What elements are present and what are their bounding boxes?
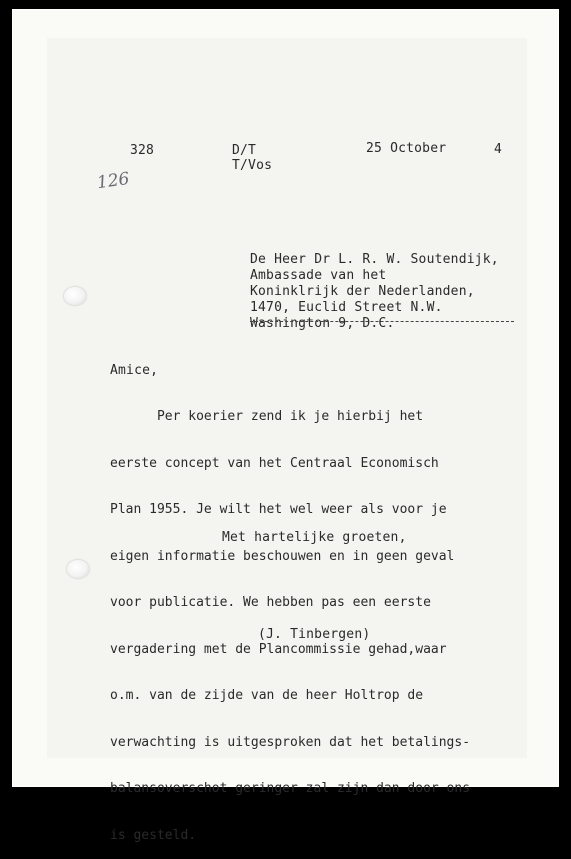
body-line: is gesteld. xyxy=(110,827,197,843)
address-line-2: Ambassade van het xyxy=(250,268,387,283)
initials-line-1: D/T xyxy=(232,143,257,158)
initials-line-2: T/Vos xyxy=(232,158,273,173)
handwritten-note: 126 xyxy=(95,168,131,194)
address-line-4: 1470, Euclid Street N.W. xyxy=(250,300,443,315)
body-line: eigen informatie beschouwen en in geen geval xyxy=(110,548,455,564)
letter-date: 25 October xyxy=(366,141,447,156)
address-line-3: Koninklrijk der Nederlanden, xyxy=(250,284,475,299)
address-line-5: Washington 9, D.C. xyxy=(250,316,395,331)
body-line: Plan 1955. Je wilt het wel weer als voor je xyxy=(110,502,447,517)
body-line: voor publicatie. We hebben pas een eerste xyxy=(110,595,431,610)
punch-hole-bottom xyxy=(67,560,89,578)
body-line: o.m. van de zijde van de heer Holtrop de xyxy=(110,688,424,703)
signature: (J. Tinbergen) xyxy=(258,627,371,642)
body-line: eerste concept van het Centraal Economisch xyxy=(110,455,439,471)
body-line: verwachting is uitgesproken dat het betalings- xyxy=(110,734,471,750)
reference-number: 328 xyxy=(130,143,155,158)
letter-body xyxy=(110,378,470,859)
body-line: Per koerier zend ik je hierbij het xyxy=(110,409,424,424)
closing: Met hartelijke groeten, xyxy=(222,530,407,545)
salutation: Amice, xyxy=(110,363,159,378)
body-line: vergadering met de Plancommissie gehad,waar xyxy=(110,641,447,657)
body-line: balansoverschot geringer zal zijn dan door ons xyxy=(110,781,471,796)
address-underline xyxy=(250,320,514,322)
address-line-1: De Heer Dr L. R. W. Soutendijk, xyxy=(250,252,499,267)
page-number: 4 xyxy=(494,142,503,157)
punch-hole-top xyxy=(64,287,86,305)
